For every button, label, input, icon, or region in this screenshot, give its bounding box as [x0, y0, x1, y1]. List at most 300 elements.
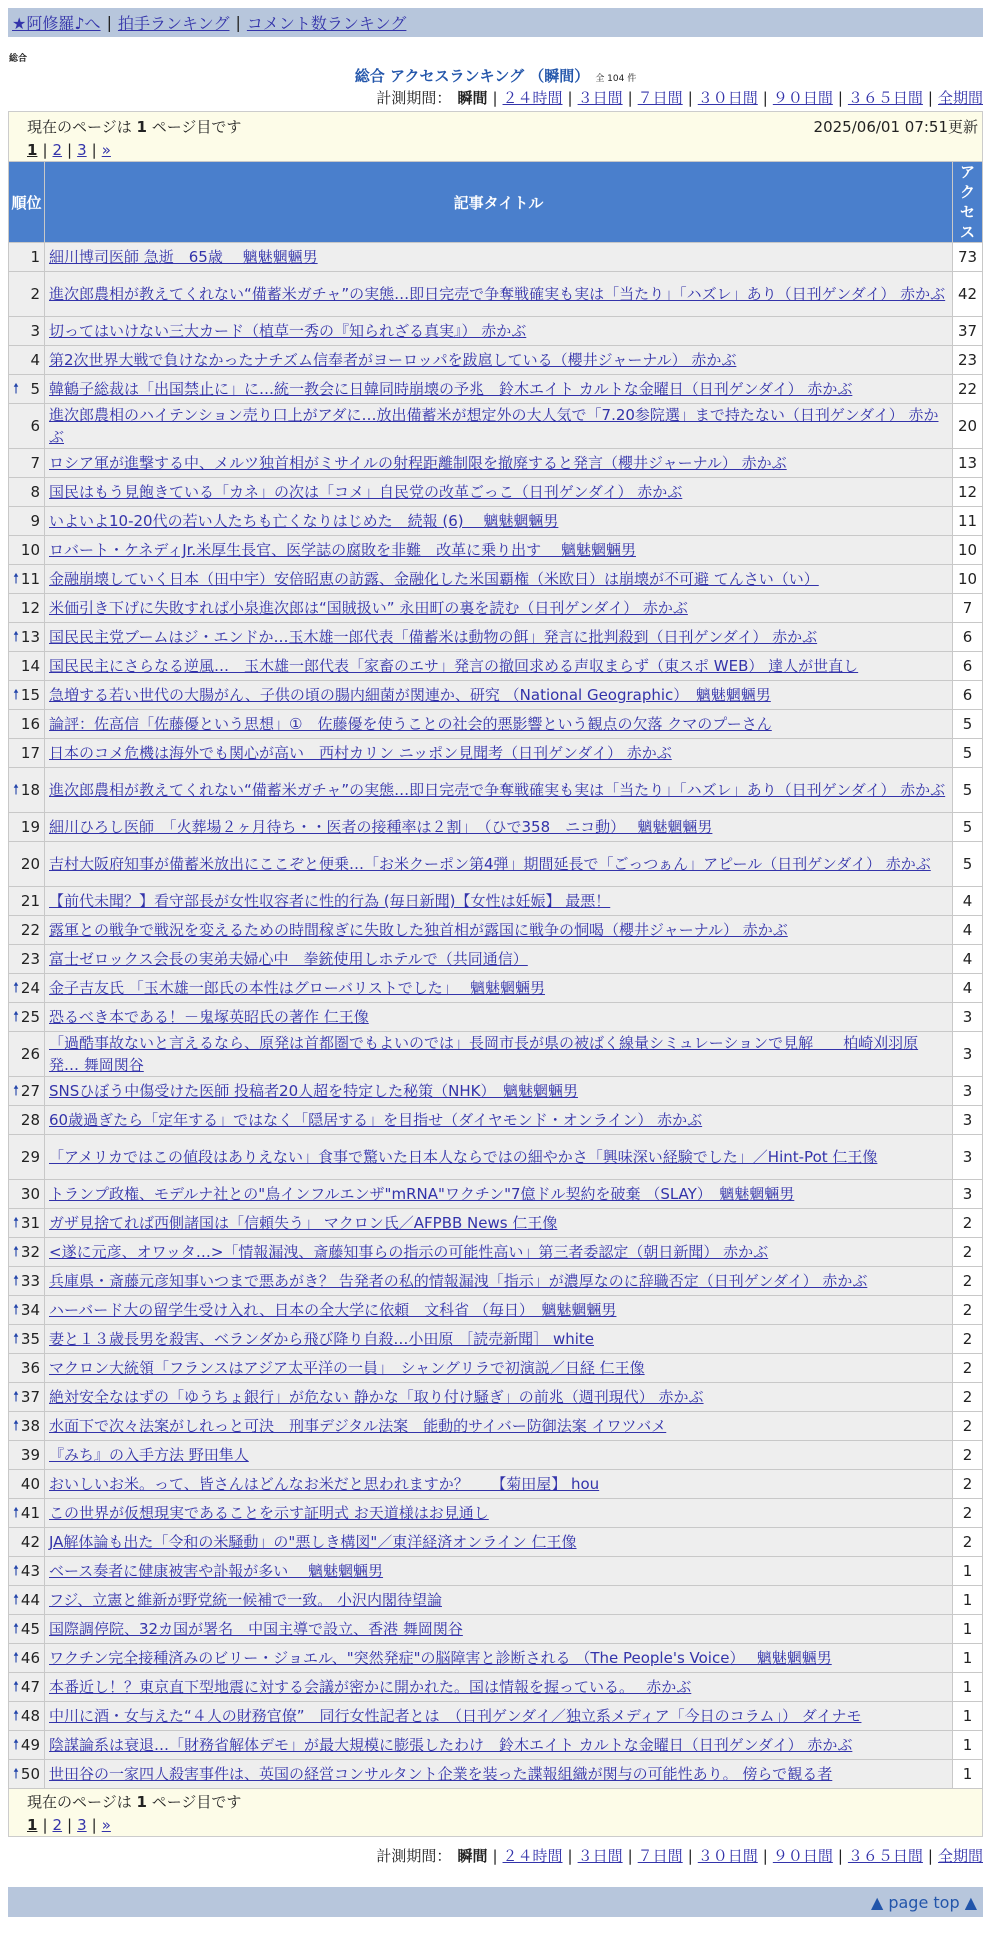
access-count: 4: [953, 916, 983, 945]
pager-link[interactable]: 2: [52, 1816, 63, 1834]
rank-up-arrow-icon: 🠕: [13, 1592, 20, 1608]
title-cell: [45, 974, 953, 1003]
article-link[interactable]: 国民民主にさらなる逆風… 玉木雄一郎代表「家畜のエサ」発言の撤回求める声収まらず（東スポ WEB） 達人が世直し: [49, 657, 859, 675]
table-row: [9, 1644, 983, 1673]
table-row: [9, 1209, 983, 1238]
table-row: [9, 1032, 983, 1077]
period-current: 瞬間: [457, 1847, 488, 1865]
title-cell: [45, 945, 953, 974]
access-count: 22: [953, 375, 983, 404]
rank-number: 23: [20, 950, 40, 968]
access-count: 1: [953, 1644, 983, 1673]
access-count: 2: [953, 1267, 983, 1296]
table-row: [9, 1731, 983, 1760]
access-count: 42: [953, 272, 983, 317]
rank-cell: [9, 623, 45, 652]
article-link[interactable]: 露軍との戦争で戦況を変えるための時間稼ぎに失敗した独首相が露国に戦争の恫喝（櫻井ジャーナル） 赤かぶ: [49, 921, 788, 939]
period-separator: |: [567, 1847, 573, 1865]
rank-up-arrow-icon: 🠕: [13, 1679, 20, 1695]
article-link[interactable]: ハーバード大の留学生受け入れ、日本の全大学に依頼 文科省 （毎日） 魑魅魍魎男: [49, 1301, 617, 1319]
access-count: 5: [953, 739, 983, 768]
access-count: 1: [953, 1615, 983, 1644]
table-row: [9, 1673, 983, 1702]
article-link[interactable]: 【前代未聞？】看守部長が女性収容者に性的行為 (毎日新聞)【女性は妊娠】 最悪！: [49, 892, 611, 910]
access-count: 2: [953, 1499, 983, 1528]
table-row: [9, 1383, 983, 1412]
article-link[interactable]: 急増する若い世代の大腸がん、子供の頃の腸内細菌が関連か、研究 （National Geographic） 魑魅魍魎男: [49, 686, 771, 704]
rank-cell: [9, 1528, 45, 1557]
access-count: 13: [953, 449, 983, 478]
period-link[interactable]: ３０日間: [697, 1847, 758, 1865]
period-link[interactable]: ９０日間: [772, 1847, 833, 1865]
article-link[interactable]: 兵庫県・斎藤元彦知事いつまで悪あがき？ 告発者の私的情報漏洩「指示」が濃厚なのに辞職否定（日刊ゲンダイ） 赤かぶ: [49, 1272, 868, 1290]
pager-next-link[interactable]: »: [101, 1816, 111, 1834]
pager-separator: |: [42, 1816, 48, 1834]
access-count: 1: [953, 1557, 983, 1586]
rank-up-arrow-icon: 🠕: [13, 1708, 20, 1724]
clap-ranking-link[interactable]: 拍手ランキング: [117, 14, 230, 33]
period-link[interactable]: ２４時間: [502, 1847, 563, 1865]
period-separator: |: [567, 89, 573, 107]
title-cell: [45, 1325, 953, 1354]
title-cell: [45, 887, 953, 916]
rank-cell: [9, 1106, 45, 1135]
title-cell: [45, 594, 953, 623]
rank-number: 33: [20, 1272, 40, 1290]
period-link[interactable]: ３日間: [577, 89, 623, 107]
rank-cell: [9, 1325, 45, 1354]
article-link[interactable]: 吉村大阪府知事が備蓄米放出にここぞと便乗…「お米クーポン第4弾」期間延長で「ごっつぁん」アピール（日刊ゲンダイ） 赤かぶ: [49, 855, 931, 873]
period-link[interactable]: ９０日間: [772, 89, 833, 107]
table-row: [9, 1238, 983, 1267]
period-current: 瞬間: [457, 89, 488, 107]
title-cell: [45, 1238, 953, 1267]
table-row: [9, 1441, 983, 1470]
rank-cell: [9, 346, 45, 375]
rank-cell: [9, 507, 45, 536]
access-count: 2: [953, 1528, 983, 1557]
rank-number: 3: [30, 322, 40, 340]
access-count: 2: [953, 1412, 983, 1441]
rank-cell: [9, 916, 45, 945]
rank-cell: [9, 1441, 45, 1470]
pager-separator: |: [91, 1816, 97, 1834]
article-link[interactable]: ガザ見捨てれば西側諸国は「信頼失う」 マクロン氏／AFPBB News 仁王像: [49, 1214, 558, 1232]
rank-number: 38: [20, 1417, 40, 1435]
table-row: [9, 887, 983, 916]
article-link[interactable]: 本番近し！？東京直下型地震に対する会議が密かに開かれた。国は情報を握っている。 赤かぶ: [49, 1678, 692, 1696]
period-separator: |: [492, 89, 498, 107]
home-link[interactable]: ★阿修羅♪へ: [12, 14, 101, 33]
page-title-row: [0, 65, 991, 87]
access-count: 3: [953, 1077, 983, 1106]
rank-cell: [9, 945, 45, 974]
period-link[interactable]: 全期間: [937, 1847, 983, 1865]
rank-cell: [9, 710, 45, 739]
rank-cell: [9, 536, 45, 565]
article-link[interactable]: 妻と１３歳長男を殺害、ベランダから飛び降り自殺…小田原 ［読売新聞］ white: [49, 1330, 594, 1348]
access-count: 5: [953, 842, 983, 887]
access-count: 5: [953, 710, 983, 739]
access-count: 4: [953, 974, 983, 1003]
table-row: [9, 1354, 983, 1383]
rank-up-arrow-icon: 🠕: [13, 1737, 20, 1753]
access-count: 5: [953, 768, 983, 813]
rank-number: 16: [20, 715, 40, 733]
article-link[interactable]: トランプ政権、モデルナ社との"鳥インフルエンザ"mRNA"ワクチン"7億ドル契約を破棄 （SLAY） 魑魅魍魎男: [49, 1185, 795, 1203]
rank-number: 46: [20, 1649, 40, 1667]
page-info-text: 現在のページは 1 ページ目です: [27, 1793, 242, 1811]
rank-up-arrow-icon: 🠕: [13, 1505, 20, 1521]
rank-number: 20: [20, 855, 40, 873]
title-cell: [45, 813, 953, 842]
article-link[interactable]: フジ、立憲と維新が野党統一候補で一致。 小沢内閣待望論: [49, 1591, 442, 1609]
title-cell: [45, 1673, 953, 1702]
article-link[interactable]: 金子吉友氏 「玉木雄一郎氏の本性はグローバリストでした」 魑魅魍魎男: [49, 979, 545, 997]
rank-cell: [9, 565, 45, 594]
access-count: 3: [953, 1135, 983, 1180]
rank-cell: [9, 813, 45, 842]
title-cell: [45, 768, 953, 813]
rank-cell: [9, 1135, 45, 1180]
period-link[interactable]: ３６５日間: [847, 89, 923, 107]
title-cell: [45, 1412, 953, 1441]
rank-number: 36: [20, 1359, 40, 1377]
rank-number: 43: [20, 1562, 40, 1580]
access-count: 3: [953, 1003, 983, 1032]
rank-cell: [9, 272, 45, 317]
period-selector-top: [0, 87, 983, 111]
rank-number: 30: [20, 1185, 40, 1203]
rank-number: 49: [20, 1736, 40, 1754]
table-row: [9, 1470, 983, 1499]
rank-number: 27: [20, 1082, 40, 1100]
title-cell: [45, 1731, 953, 1760]
table-row: [9, 945, 983, 974]
title-cell: [45, 478, 953, 507]
article-link[interactable]: 細川博司医師 急逝 65歳 魑魅魍魎男: [49, 248, 318, 266]
rank-number: 45: [20, 1620, 40, 1638]
period-link[interactable]: ７日間: [637, 89, 683, 107]
title-cell: [45, 1644, 953, 1673]
article-link[interactable]: 国際調停院、32カ国が署名 中国主導で設立、香港 舞岡関谷: [49, 1620, 463, 1638]
rank-up-arrow-icon: 🠕: [13, 1650, 20, 1666]
pager-link[interactable]: 3: [77, 141, 87, 159]
article-link[interactable]: 韓鶴子総裁は「出国禁止に」に…統一教会に日韓同時崩壊の予兆 鈴木エイト カルトな金曜日（日刊ゲンダイ） 赤かぶ: [49, 380, 853, 398]
rank-cell: [9, 478, 45, 507]
rank-number: 19: [20, 818, 40, 836]
article-link[interactable]: 水面下で次々法案がしれっと可決 刑事デジタル法案 能動的サイバー防御法案 イワツバメ: [49, 1417, 667, 1435]
rank-cell: [9, 887, 45, 916]
rank-cell: [9, 681, 45, 710]
title-cell: [45, 565, 953, 594]
period-link[interactable]: ７日間: [637, 1847, 683, 1865]
rank-up-arrow-icon: 🠕: [13, 1009, 20, 1025]
rank-up-arrow-icon: 🠕: [13, 1389, 20, 1405]
pager-link[interactable]: 2: [52, 141, 63, 159]
rank-up-arrow-icon: 🠕: [13, 571, 20, 587]
rank-cell: [9, 768, 45, 813]
title-cell: [45, 681, 953, 710]
access-count: 3: [953, 1032, 983, 1077]
rank-cell: [9, 1032, 45, 1077]
access-count: 3: [953, 1180, 983, 1209]
rank-cell: [9, 652, 45, 681]
access-count: 12: [953, 478, 983, 507]
title-cell: [45, 1209, 953, 1238]
table-row: [9, 652, 983, 681]
nav-separator: |: [235, 13, 241, 32]
article-link[interactable]: <遂に元彦、オワッタ…>「情報漏洩、斎藤知事らの指示の可能性高い」第三者委認定（朝日新聞） 赤かぶ: [49, 1243, 769, 1261]
article-link[interactable]: 60歳過ぎたら「定年する」ではなく「隠居する」を目指せ（ダイヤモンド・オンライン） 赤かぶ: [49, 1111, 703, 1129]
article-link[interactable]: JA解体論も出た「令和の米騒動」の"悪しき構図"／東洋経済オンライン 仁王像: [49, 1533, 577, 1551]
title-cell: [45, 710, 953, 739]
title-cell: [45, 1702, 953, 1731]
nav-separator: |: [106, 13, 112, 32]
rank-cell: [9, 1238, 45, 1267]
rank-number: 50: [20, 1765, 40, 1783]
article-link[interactable]: 国民民主党ブームはジ・エンドか…玉木雄一郎代表「備蓄米は動物の餌」発言に批判殺到（日刊ゲンダイ） 赤かぶ: [49, 628, 818, 646]
period-separator: |: [687, 89, 693, 107]
title-cell: [45, 1441, 953, 1470]
article-link[interactable]: 絶対安全なはずの「ゆうちょ銀行」が危ない 静かな「取り付け騒ぎ」の前兆（週刊現代） 赤かぶ: [49, 1388, 704, 1406]
article-link[interactable]: 国民はもう見飽きている「カネ」の次は「コメ」自民党の改革ごっこ（日刊ゲンダイ） 赤かぶ: [49, 483, 683, 501]
pager-separator: |: [67, 1816, 73, 1834]
rank-up-arrow-icon: 🠕: [13, 381, 20, 397]
period-link[interactable]: ３日間: [577, 1847, 623, 1865]
article-link[interactable]: 切ってはいけない三大カード（植草一秀の『知られざる真実』） 赤かぶ: [49, 322, 527, 340]
title-cell: [45, 375, 953, 404]
period-separator: |: [627, 1847, 633, 1865]
table-row: [9, 623, 983, 652]
rank-up-arrow-icon: 🠕: [13, 1766, 20, 1782]
table-row: [9, 681, 983, 710]
article-link[interactable]: 中川に酒・女与えた“４人の財務官僚” 同行女性記者とは （日刊ゲンダイ／独立系メディア「今日のコラム」） ダイナモ: [49, 1707, 862, 1725]
title-cell: [45, 1296, 953, 1325]
rank-number: 39: [20, 1446, 40, 1464]
table-row: [9, 1267, 983, 1296]
article-link[interactable]: おいしいお米。って、皆さんはどんなお米だと思われますか？ 【菊田屋】 hou: [49, 1475, 600, 1493]
table-row: [9, 404, 983, 449]
page-top-link[interactable]: ▲ page top ▲: [870, 1892, 977, 1912]
title-cell: [45, 1586, 953, 1615]
rank-number: 40: [20, 1475, 40, 1493]
table-row: [9, 375, 983, 404]
title-cell: [45, 1615, 953, 1644]
table-row: [9, 1412, 983, 1441]
rank-cell: [9, 1383, 45, 1412]
table-row: [9, 1135, 983, 1180]
title-cell: [45, 739, 953, 768]
rank-cell: [9, 449, 45, 478]
rank-number: 18: [20, 781, 40, 799]
title-cell: [45, 1003, 953, 1032]
rank-up-arrow-icon: 🠕: [13, 1331, 20, 1347]
access-count: 2: [953, 1383, 983, 1412]
access-count: 2: [953, 1209, 983, 1238]
pager-link[interactable]: 3: [77, 1816, 87, 1834]
rank-number: 28: [20, 1111, 40, 1129]
article-link[interactable]: 富士ゼロックス会長の実弟夫婦心中 拳銃使用しホテルで（共同通信）: [49, 950, 528, 968]
article-link[interactable]: SNSひぼう中傷受けた医師 投稿者20人超を特定した秘策（NHK） 魑魅魍魎男: [49, 1082, 578, 1100]
article-link[interactable]: ベース奏者に健康被害や訃報が多い 魑魅魍魎男: [49, 1562, 384, 1580]
article-link[interactable]: 第2次世界大戦で負けなかったナチズム信奉者がヨーロッパを跋扈している（櫻井ジャーナル） 赤かぶ: [49, 351, 737, 369]
rank-number: 12: [20, 599, 40, 617]
table-row: [9, 1760, 983, 1789]
rank-number: 8: [30, 483, 40, 501]
rank-number: 34: [20, 1301, 40, 1319]
article-link[interactable]: ロバート・ケネディJr.米厚生長官、医学誌の腐敗を非難 改革に乗り出す 魑魅魍魎男: [49, 541, 636, 559]
article-link[interactable]: 細川ひろし医師 「火葬場２ヶ月待ち・・医者の接種率は２割」 （ひで358 ニコ動） 魑魅魍魎男: [49, 818, 713, 836]
updated-timestamp: 2025/06/01 07:51更新: [813, 118, 978, 136]
table-row: [9, 1702, 983, 1731]
title-cell: [45, 1135, 953, 1180]
rank-number: 1: [30, 248, 40, 266]
rank-cell: [9, 243, 45, 272]
rank-cell: [9, 974, 45, 1003]
rank-up-arrow-icon: 🠕: [13, 1563, 20, 1579]
article-link[interactable]: 進次郎農相が教えてくれない“備蓄米ガチャ”の実態…即日完売で争奪戦確実も実は「当たり」「ハズレ」あり（日刊ゲンダイ） 赤かぶ: [49, 285, 946, 303]
title-cell: [45, 243, 953, 272]
table-row: [9, 916, 983, 945]
article-link[interactable]: 「過酷事故ないと言えるなら、原発は首都圏でもよいのでは」長岡市長が県の被ばく線量シミュレーションで見解 柏崎刈羽原発… 舞岡関谷: [49, 1034, 919, 1074]
article-link[interactable]: ワクチン完全接種済みのビリー・ジョエル、"突然発症"の脳障害と診断される （The People's Voice） 魑魅魍魎男: [49, 1649, 832, 1667]
article-link[interactable]: 論評：佐高信「佐藤優という思想」① 佐藤優を使うことの社会的悪影響という観点の欠落 クマのプーさん: [49, 715, 772, 733]
access-count: 7: [953, 594, 983, 623]
access-count: 11: [953, 507, 983, 536]
top-nav-bar: [8, 8, 983, 37]
comment-ranking-link[interactable]: コメント数ランキング: [246, 14, 407, 33]
rank-cell: [9, 1209, 45, 1238]
title-cell: [45, 1557, 953, 1586]
title-cell: [45, 1470, 953, 1499]
rank-cell: [9, 1702, 45, 1731]
article-link[interactable]: ロシア軍が進撃する中、メルツ独首相がミサイルの射程距離制限を撤廃すると発言（櫻井ジャーナル） 赤かぶ: [49, 454, 787, 472]
period-separator: |: [762, 1847, 768, 1865]
table-row: [9, 1586, 983, 1615]
rank-number: 26: [20, 1045, 40, 1063]
title-cell: [45, 623, 953, 652]
rank-number: 48: [20, 1707, 40, 1725]
title-cell: [45, 272, 953, 317]
period-selector-bottom: [0, 1845, 983, 1869]
table-row: [9, 842, 983, 887]
access-count: 1: [953, 1760, 983, 1789]
title-cell: [45, 1528, 953, 1557]
table-row: [9, 449, 983, 478]
article-link[interactable]: いよいよ10-20代の若い人たちも亡くなりはじめた 続報 (6) 魑魅魍魎男: [49, 512, 559, 530]
rank-number: 6: [30, 417, 40, 435]
access-count: 1: [953, 1673, 983, 1702]
ranking-table: [8, 161, 983, 1789]
rank-up-arrow-icon: 🠕: [13, 980, 20, 996]
page-info-text: 現在のページは 1 ページ目です: [27, 118, 242, 136]
table-row: [9, 1557, 983, 1586]
rank-cell: [9, 1267, 45, 1296]
table-row: [9, 1106, 983, 1135]
total-count: 全 104 件: [595, 74, 637, 84]
pager-current: 1: [27, 1816, 38, 1834]
rank-up-arrow-icon: 🠕: [13, 1273, 20, 1289]
rank-up-arrow-icon: 🠕: [13, 1244, 20, 1260]
period-link[interactable]: 全期間: [937, 89, 983, 107]
rank-cell: [9, 1412, 45, 1441]
article-link[interactable]: 「アメリカではこの値段はありえない」食事で驚いた日本人ならではの細やかさ「興味深い経験でした」／Hint-Pot 仁王像: [49, 1148, 878, 1166]
table-row: [9, 507, 983, 536]
rank-up-arrow-icon: 🠕: [13, 629, 20, 645]
rank-cell: [9, 1644, 45, 1673]
access-count: 2: [953, 1325, 983, 1354]
table-row: [9, 1615, 983, 1644]
title-cell: [45, 916, 953, 945]
column-header-access: アクセス: [953, 162, 983, 243]
page-info-top: [8, 111, 983, 161]
access-count: 6: [953, 623, 983, 652]
article-link[interactable]: 進次郎農相のハイテンション売り口上がアダに…放出備蓄米が想定外の大人気で「7.20参院選」まで持たない（日刊ゲンダイ） 赤かぶ: [49, 406, 939, 446]
article-link[interactable]: 陰謀論系は衰退…「財務省解体デモ」が最大規模に膨張したわけ 鈴木エイト カルトな金曜日（日刊ゲンダイ） 赤かぶ: [49, 1736, 853, 1754]
period-separator: |: [492, 1847, 498, 1865]
period-link[interactable]: ３０日間: [697, 89, 758, 107]
article-link[interactable]: マクロン大統領「フランスはアジア太平洋の一員」 シャングリラで初演説／日経 仁王像: [49, 1359, 645, 1377]
article-link[interactable]: 世田谷の一家四人殺害事件は、英国の経営コンサルタント企業を装った諜報組織が関与の可能性あり。 傍らで観る者: [49, 1765, 833, 1783]
access-count: 10: [953, 565, 983, 594]
rank-cell: [9, 842, 45, 887]
table-row: [9, 739, 983, 768]
pager-next-link[interactable]: »: [101, 141, 111, 159]
table-row: [9, 317, 983, 346]
period-link[interactable]: ３６５日間: [847, 1847, 923, 1865]
period-separator: |: [627, 89, 633, 107]
rank-number: 41: [20, 1504, 40, 1522]
page-info-bottom: [8, 1789, 983, 1837]
access-count: 1: [953, 1731, 983, 1760]
access-count: 4: [953, 887, 983, 916]
table-row: [9, 1003, 983, 1032]
access-count: 6: [953, 681, 983, 710]
period-separator: |: [837, 1847, 843, 1865]
rank-up-arrow-icon: 🠕: [13, 1621, 20, 1637]
table-row: [9, 243, 983, 272]
table-row: [9, 768, 983, 813]
page-title: 総合 アクセスランキング （瞬間）: [354, 67, 590, 85]
rank-cell: [9, 1557, 45, 1586]
article-link[interactable]: 進次郎農相が教えてくれない“備蓄米ガチャ”の実態…即日完売で争奪戦確実も実は「当たり」「ハズレ」あり（日刊ゲンダイ） 赤かぶ: [49, 781, 946, 799]
article-link[interactable]: この世界が仮想現実であることを示す証明式 お天道様はお見通し: [49, 1504, 489, 1522]
access-count: 2: [953, 1354, 983, 1383]
rank-number: 5: [30, 380, 40, 398]
period-separator: |: [762, 89, 768, 107]
rank-up-arrow-icon: 🠕: [13, 1418, 20, 1434]
period-link[interactable]: ２４時間: [502, 89, 563, 107]
article-link[interactable]: 日本のコメ危機は海外でも関心が高い 西村カリン ニッポン見聞考（日刊ゲンダイ） 赤かぶ: [49, 744, 672, 762]
article-link[interactable]: 恐るべき本である！－鬼塚英昭氏の著作 仁王像: [49, 1008, 369, 1026]
title-cell: [45, 507, 953, 536]
table-row: [9, 594, 983, 623]
article-link[interactable]: 『みち』の入手方法 野田隼人: [49, 1446, 249, 1464]
article-link[interactable]: 金融崩壊していく日本（田中宇）安倍昭恵の訪露、金融化した米国覇権（米欧日）は崩壊が不可避 てんさい（い）: [49, 570, 819, 588]
rank-cell: [9, 317, 45, 346]
table-row: [9, 1499, 983, 1528]
rank-up-arrow-icon: 🠕: [13, 1302, 20, 1318]
article-link[interactable]: 米価引き下げに失敗すれば小泉進次郎は“国賊扱い” 永田町の裏を読む（日刊ゲンダイ） 赤かぶ: [49, 599, 688, 617]
rank-number: 24: [20, 979, 40, 997]
rank-cell: [9, 1499, 45, 1528]
rank-up-arrow-icon: 🠕: [13, 687, 20, 703]
rank-cell: [9, 594, 45, 623]
rank-number: 10: [20, 541, 40, 559]
rank-number: 42: [20, 1533, 40, 1551]
rank-number: 32: [20, 1243, 40, 1261]
